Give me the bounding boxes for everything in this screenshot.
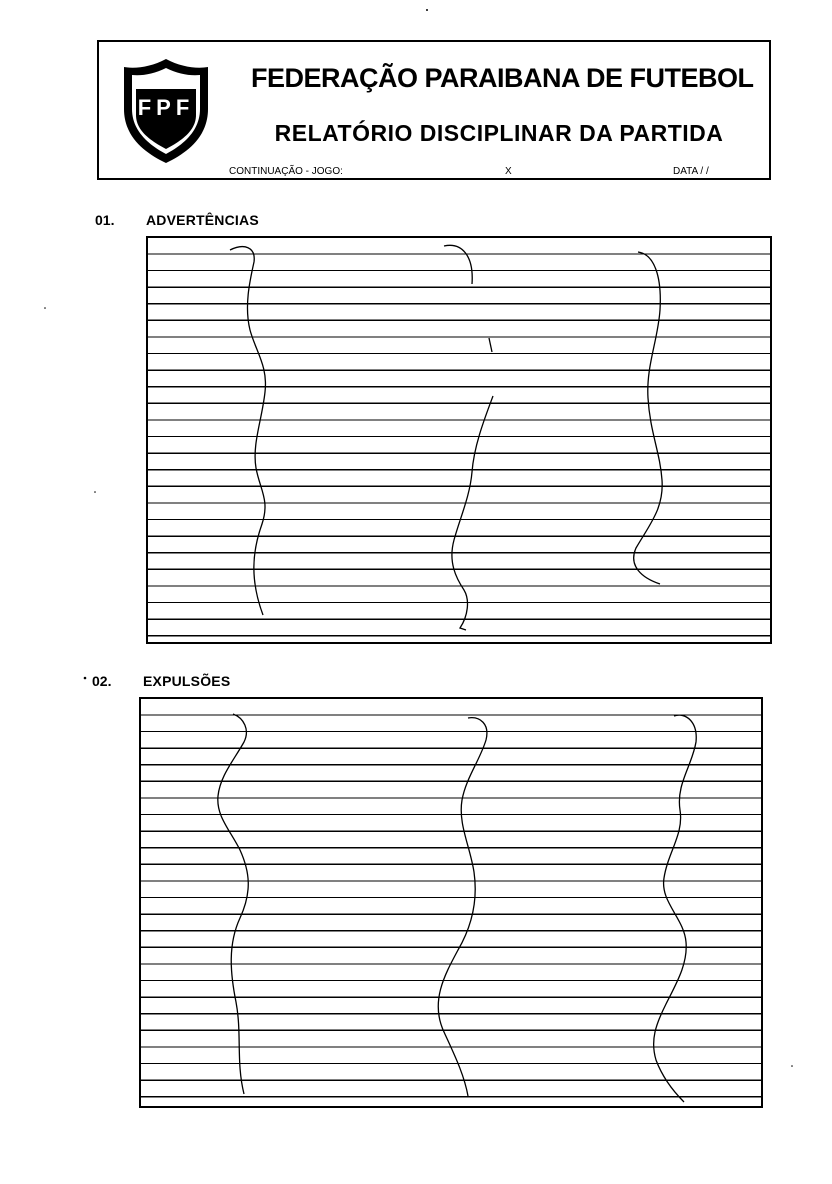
warnings-lined-area[interactable]	[146, 236, 772, 644]
fpf-shield-logo	[121, 57, 211, 165]
logo-text: FPF	[137, 95, 195, 120]
report-title: RELATÓRIO DISCIPLINAR DA PARTIDA	[274, 120, 724, 146]
expulsions-lined-area[interactable]	[139, 697, 763, 1108]
section-2-title: EXPULSÕES	[143, 673, 231, 689]
continuation-label: CONTINUAÇÃO - JOGO:	[229, 166, 343, 177]
form-header	[97, 40, 771, 180]
section-2-number: 02.	[92, 673, 112, 689]
federation-name: FEDERAÇÃO PARAIBANA DE FUTEBOL	[251, 63, 754, 93]
section-1-title: ADVERTÊNCIAS	[146, 212, 259, 228]
section-1-number: 01.	[95, 212, 115, 228]
versus-mark: X	[505, 166, 512, 177]
date-label: DATA / /	[673, 166, 709, 177]
